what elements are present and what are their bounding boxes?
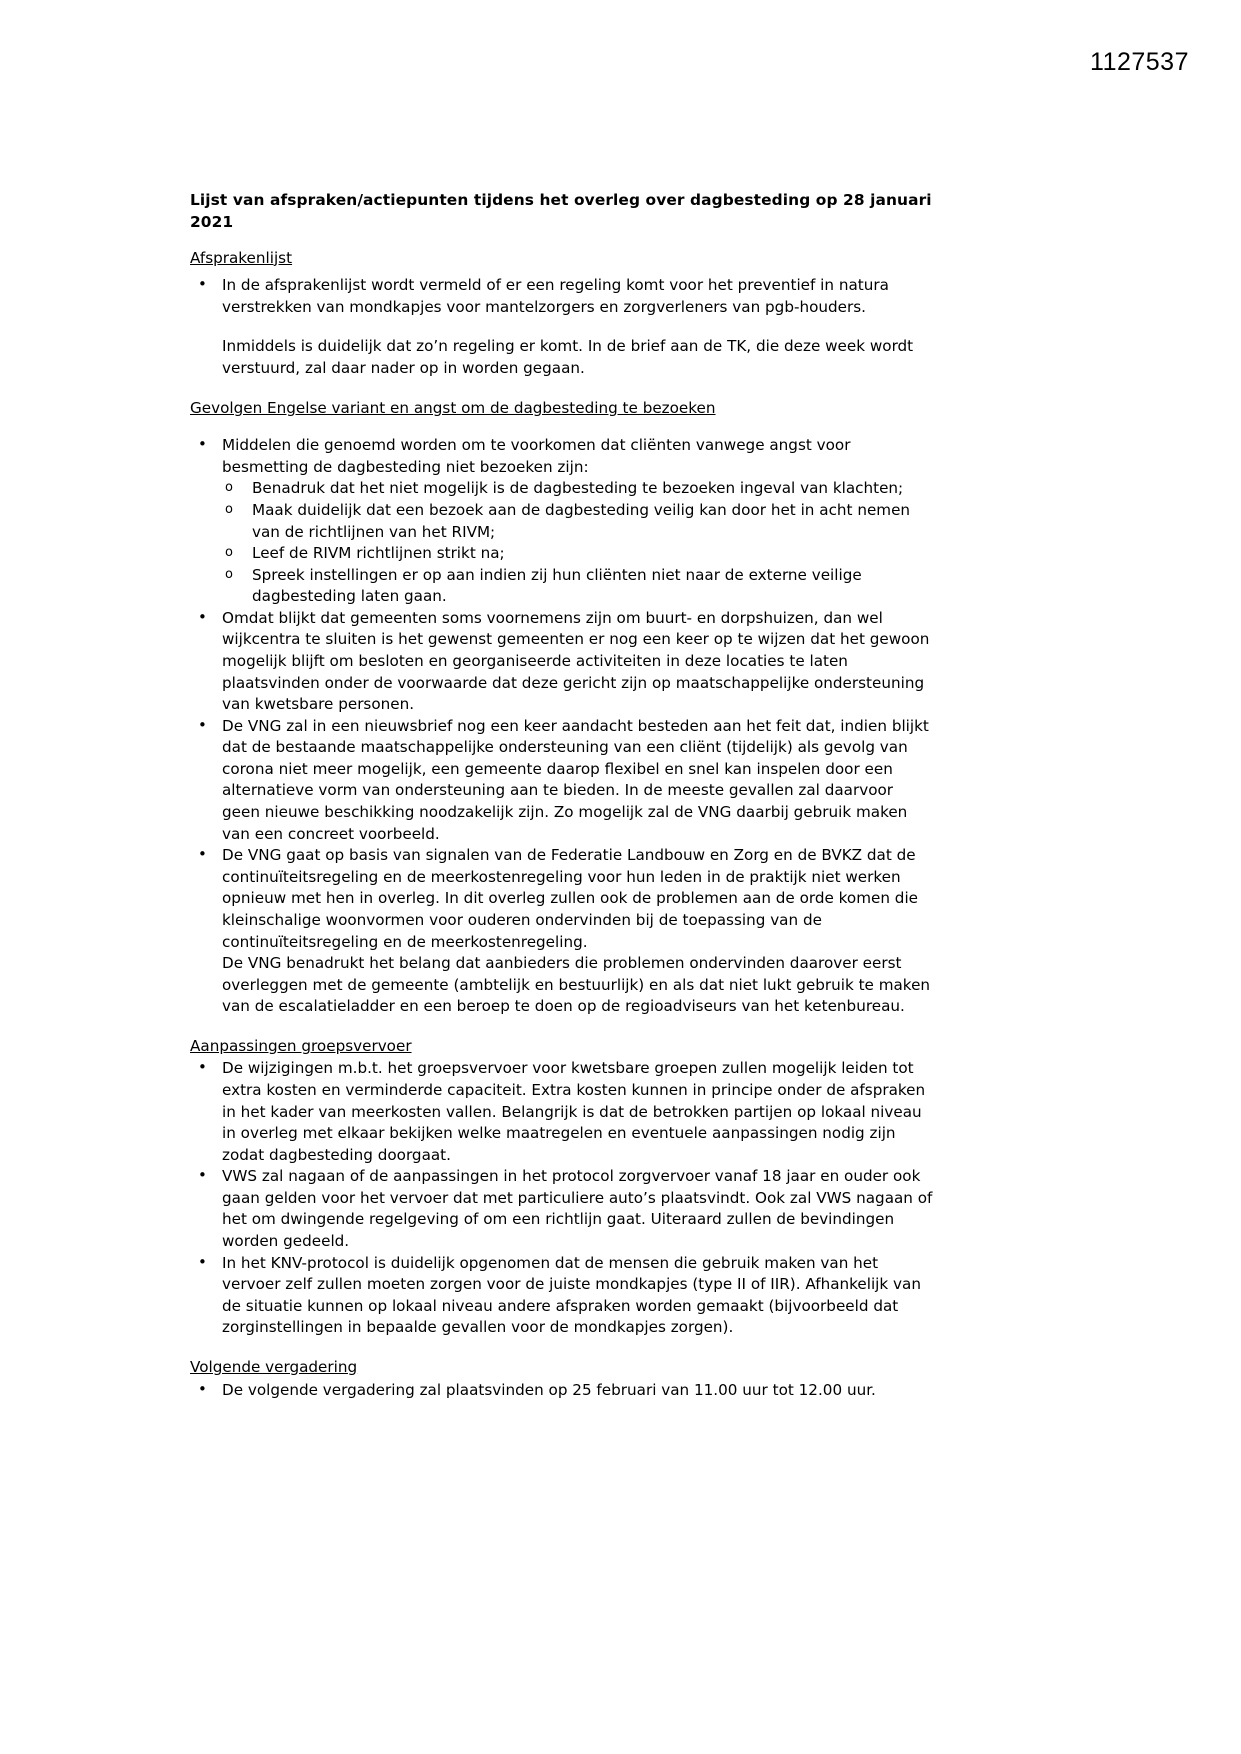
list-item: o Benadruk dat het niet mogelijk is de dagbesteding te bezoeken ingeval van klachten;: [219, 478, 935, 500]
section-volgende-vergadering: [190, 1357, 935, 1401]
section-afsprakenlijst: [190, 248, 935, 380]
bullet-list: [190, 1380, 935, 1402]
list-item: • Middelen die genoemd worden om te voorkomen dat cliënten vanwege angst voor besmetting de dagbesteding niet bezoeken zijn:: [190, 435, 935, 478]
section-heading: Gevolgen Engelse variant en angst om de dagbesteding te bezoeken: [190, 398, 716, 417]
section-spacer: [190, 380, 935, 398]
list-item: • De VNG gaat op basis van signalen van de Federatie Landbouw en Zorg en de BVKZ dat de continuïteitsregeling en de meerkostenregeling voor hun leden in de praktijk niet werken opnieuw met hen in overleg. In dit overleg zullen ook de problemen aan de orde komen die kleinschalige woonvormen voor ouderen ondervinden bij de toepassing van de continuïteitsregeling en de meerkostenregeling.: [190, 845, 935, 953]
list-item: • Omdat blijkt dat gemeenten soms voornemens zijn om buurt- en dorpshuizen, dan wel wijkcentra te sluiten is het gewenst gemeenten er nog een keer op te wijzen dat het gewoon mogelijk blijft om besloten en georganiseerde activiteiten in deze locaties te laten plaatsvinden onder de voorwaarde dat deze gericht zijn op maatschappelijke ondersteuning van kwetsbare personen.: [190, 608, 935, 716]
bullet-list: [190, 275, 935, 318]
section-gevolgen-engelse-variant: [190, 398, 935, 1018]
sub-bullet-list: [190, 478, 935, 607]
list-item: o Maak duidelijk dat een bezoek aan de dagbesteding veilig kan door het in acht nemen van de richtlijnen van het RIVM;: [219, 500, 935, 543]
list-item: • In de afsprakenlijst wordt vermeld of er een regeling komt voor het preventief in natura verstrekken van mondkapjes voor mantelzorgers en zorgverleners van pgb-houders.: [190, 275, 935, 318]
bullet-list: [190, 608, 935, 953]
list-item: o Leef de RIVM richtlijnen strikt na;: [219, 543, 935, 565]
section-heading: Afsprakenlijst: [190, 248, 293, 267]
bullet-list: [190, 435, 935, 478]
page-title: Lijst van afspraken/actiepunten tijdens het overleg over dagbesteding op 28 januari 2021: [190, 191, 932, 231]
list-item: • VWS zal nagaan of de aanpassingen in het protocol zorgvervoer vanaf 18 jaar en ouder ook gaan gelden voor het vervoer dat met particuliere auto’s plaatsvindt. Ook zal VWS nagaan of het om dwingende regelgeving of om een richtlijn gaat. Uiteraard zullen de bevindingen worden gedeeld.: [190, 1166, 935, 1252]
bullet-list: [190, 1058, 935, 1339]
followup-paragraph: Inmiddels is duidelijk dat zo’n regeling er komt. In de brief aan de TK, die deze week wordt verstuurd, zal daar nader op in worden gegaan.: [222, 337, 914, 378]
trailing-paragraph: De VNG benadrukt het belang dat aanbieders die problemen ondervinden daarover eerst overleggen met de gemeente (ambtelijk en bestuurlijk) en als dat niet lukt gebruik te maken van de escalatieladder en een beroep te doen op de regioadviseurs van het ketenbureau.: [222, 954, 931, 1016]
document-number: 1127537: [1090, 48, 1189, 76]
list-item: o Spreek instellingen er op aan indien zij hun cliënten niet naar de externe veilige dagbesteding laten gaan.: [219, 565, 935, 608]
list-item: • In het KNV-protocol is duidelijk opgenomen dat de mensen die gebruik maken van het vervoer zelf zullen moeten zorgen voor de juiste mondkapjes (type II of IIR). Afhankelijk van de situatie kunnen op lokaal niveau andere afspraken worden gemaakt (bijvoorbeeld dat zorginstellingen in bepaalde gevallen voor de mondkapjes zorgen).: [190, 1253, 935, 1339]
section-aanpassingen-groepsvervoer: [190, 1036, 935, 1339]
list-item: • De volgende vergadering zal plaatsvinden op 25 februari van 11.00 uur tot 12.00 uur.: [190, 1380, 935, 1402]
document-body: [190, 190, 935, 1401]
section-spacer: [190, 1339, 935, 1357]
list-item: • De VNG zal in een nieuwsbrief nog een keer aandacht besteden aan het feit dat, indien blijkt dat de bestaande maatschappelijke ondersteuning van een cliënt (tijdelijk) als gevolg van corona niet meer mogelijk, een gemeente daarop flexibel en snel kan inspelen door een alternatieve vorm van ondersteuning aan te bieden. In de meeste gevallen zal daarvoor geen nieuwe beschikking noodzakelijk zijn. Zo mogelijk zal de VNG daarbij gebruik maken van een concreet voorbeeld.: [190, 716, 935, 845]
heading-spacer: [190, 425, 935, 435]
section-heading: Volgende vergadering: [190, 1357, 358, 1376]
list-item: • De wijzigingen m.b.t. het groepsvervoer voor kwetsbare groepen zullen mogelijk leiden tot extra kosten en verminderde capaciteit. Extra kosten kunnen in principe onder de afspraken in het kader van meerkosten vallen. Belangrijk is dat de betrokken partijen op lokaal niveau in overleg met elkaar bekijken welke maatregelen en eventuele aanpassingen nodig zijn zodat dagbesteding doorgaat.: [190, 1058, 935, 1166]
section-heading: Aanpassingen groepsvervoer: [190, 1036, 412, 1055]
section-spacer: [190, 1018, 935, 1036]
